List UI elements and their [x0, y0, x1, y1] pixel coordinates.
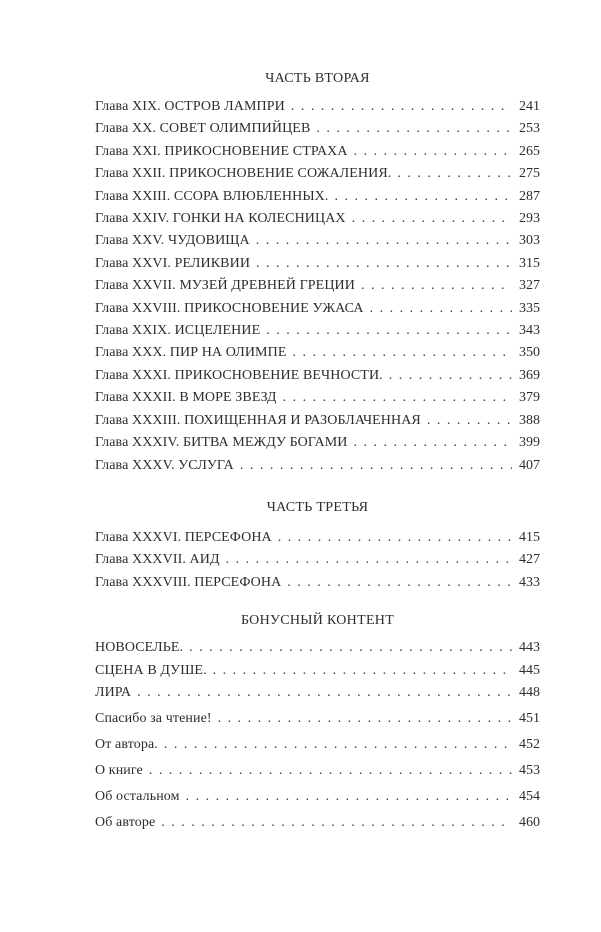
dot-leader [256, 230, 512, 252]
page-number: 379 [519, 390, 540, 406]
page-number: 433 [519, 574, 540, 590]
page-number: 388 [519, 412, 540, 428]
toc-entry [95, 387, 540, 409]
toc-entry-title: Глава XXIII. ССОРА ВЛЮБЛЕННЫХ. [95, 188, 329, 204]
page-number: 253 [519, 121, 540, 137]
toc-entry-title: НОВОСЕЛЬЕ. [95, 640, 184, 656]
page-number: 327 [519, 278, 540, 294]
page-number: 265 [519, 143, 540, 159]
dot-leader [189, 637, 512, 659]
toc-entry-title: Глава XXVI. РЕЛИКВИИ [95, 255, 251, 271]
dot-leader [186, 784, 512, 810]
toc-section-part-3 [95, 497, 540, 594]
page-number: 293 [519, 211, 540, 227]
page-number: 454 [519, 789, 540, 805]
toc-entry [95, 163, 540, 185]
toc-entry [95, 549, 540, 571]
dot-leader [256, 253, 512, 275]
dot-leader [218, 706, 512, 732]
dot-leader [334, 186, 512, 208]
page-number: 287 [519, 188, 540, 204]
toc-entry [95, 682, 540, 704]
page-number: 241 [519, 99, 540, 114]
toc-entry [95, 432, 540, 454]
section-heading: ЧАСТЬ ВТОРАЯ [265, 71, 370, 86]
dot-leader [354, 432, 512, 454]
dot-leader [213, 660, 512, 682]
dot-leader [427, 410, 512, 432]
section-entries [95, 637, 540, 704]
page-number: 415 [519, 529, 540, 545]
dot-leader [240, 455, 512, 477]
page-number: 350 [519, 345, 540, 361]
dot-leader [164, 732, 512, 758]
dot-leader [352, 208, 512, 230]
toc-entry [95, 572, 540, 594]
page-number: 445 [519, 662, 540, 678]
toc-entry [95, 706, 540, 732]
toc-entry [95, 455, 540, 477]
toc-entry-title: Глава XXXVI. ПЕРСЕФОНА [95, 529, 272, 545]
toc-section-bonus-extra [95, 706, 540, 836]
toc-entry-title: Глава XXV. ЧУДОВИЩА [95, 233, 250, 249]
toc-entry [95, 758, 540, 784]
toc-entry-title: Глава XXVII. МУЗЕЙ ДРЕВНЕЙ ГРЕЦИИ [95, 278, 355, 294]
toc-entry [95, 186, 540, 208]
dot-leader [137, 682, 512, 704]
dot-leader [361, 275, 512, 297]
toc-entry [95, 784, 540, 810]
toc-entry-title: Глава XXI. ПРИКОСНОВЕНИЕ СТРАХА [95, 143, 348, 159]
toc-entry-title: Глава XXXII. В МОРЕ ЗВЕЗД [95, 390, 277, 406]
page-number: 452 [519, 737, 540, 753]
dot-leader [278, 527, 512, 549]
section-entries [95, 96, 540, 477]
toc-entry-title: Глава XXXIII. ПОХИЩЕННАЯ И РАЗОБЛАЧЕННАЯ [95, 412, 421, 428]
dot-leader [354, 141, 512, 163]
toc-entry-title: Глава XX. СОВЕТ ОЛИМПИЙЦЕВ [95, 121, 311, 137]
page-number: 407 [519, 457, 540, 473]
page-number: 399 [519, 435, 540, 451]
toc-section-bonus [95, 610, 540, 704]
dot-leader [291, 96, 512, 118]
section-entries [95, 527, 540, 594]
page-number: 453 [519, 763, 540, 779]
section-entries [95, 706, 540, 836]
toc-entry [95, 342, 540, 364]
toc-entry-title: Об авторе [95, 815, 156, 831]
toc-section-part-2 [95, 68, 540, 477]
dot-leader [287, 572, 512, 594]
dot-leader [161, 810, 512, 836]
page-number: 335 [519, 300, 540, 316]
page-number: 443 [519, 640, 540, 656]
page-number: 343 [519, 323, 540, 339]
toc-entry-title: Глава XXVIII. ПРИКОСНОВЕНИЕ УЖАСА [95, 300, 364, 316]
toc-entry [95, 660, 540, 682]
page-number: 275 [519, 166, 540, 182]
dot-leader [292, 342, 512, 364]
section-heading: ЧАСТЬ ТРЕТЬЯ [266, 499, 369, 515]
toc-entry-title: ЛИРА [95, 684, 132, 700]
dot-leader [370, 298, 512, 320]
page-number: 315 [519, 255, 540, 271]
page-number: 369 [519, 367, 540, 383]
toc-entry [95, 253, 540, 275]
toc-entry-title: Глава XXIV. ГОНКИ НА КОЛЕСНИЦАХ [95, 211, 346, 227]
toc-entry [95, 410, 540, 432]
dot-leader [226, 549, 512, 571]
dot-leader [397, 163, 512, 185]
page-number: 451 [519, 711, 540, 727]
toc-entry [95, 810, 540, 836]
toc-entry-title: Глава XXIX. ИСЦЕЛЕНИЕ [95, 323, 261, 339]
dot-leader [266, 320, 512, 342]
toc-entry-title: Глава XXII. ПРИКОСНОВЕНИЕ СОЖАЛЕНИЯ. [95, 166, 392, 182]
toc-entry-title: Глава XIX. ОСТРОВ ЛАМПРИ [95, 99, 285, 114]
dot-leader [389, 365, 512, 387]
page-number: 448 [519, 684, 540, 700]
toc-entry-title: Глава XXXV. УСЛУГА [95, 457, 234, 473]
toc [95, 68, 540, 836]
toc-entry [95, 141, 540, 163]
toc-entry [95, 320, 540, 342]
toc-entry-title: Спасибо за чтение! [95, 711, 212, 727]
toc-entry [95, 96, 540, 118]
toc-entry-title: О книге [95, 763, 143, 779]
toc-entry [95, 230, 540, 252]
toc-entry-title: Глава XXXVII. АИД [95, 552, 220, 568]
toc-entry [95, 275, 540, 297]
dot-leader [149, 758, 512, 784]
toc-entry [95, 637, 540, 659]
toc-entry-title: Глава XXXI. ПРИКОСНОВЕНИЕ ВЕЧНОСТИ. [95, 367, 383, 383]
section-heading: БОНУСНЫЙ КОНТЕНТ [240, 613, 395, 629]
toc-entry-title: Об остальном [95, 789, 180, 805]
dot-leader [316, 118, 512, 140]
toc-entry-title: От автора. [95, 737, 158, 753]
toc-entry [95, 208, 540, 230]
toc-entry [95, 527, 540, 549]
toc-entry-title: Глава XXXVIII. ПЕРСЕФОНА [95, 574, 282, 590]
page-number: 460 [519, 815, 540, 831]
page-number: 427 [519, 552, 540, 568]
toc-entry-title: Глава XXXIV. БИТВА МЕЖДУ БОГАМИ [95, 435, 348, 451]
toc-entry [95, 298, 540, 320]
toc-entry-title: СЦЕНА В ДУШЕ. [95, 662, 207, 678]
toc-entry-title: Глава XXX. ПИР НА ОЛИМПЕ [95, 345, 287, 361]
toc-entry [95, 365, 540, 387]
toc-entry [95, 732, 540, 758]
dot-leader [283, 387, 512, 409]
toc-entry [95, 118, 540, 140]
page-number: 303 [519, 233, 540, 249]
